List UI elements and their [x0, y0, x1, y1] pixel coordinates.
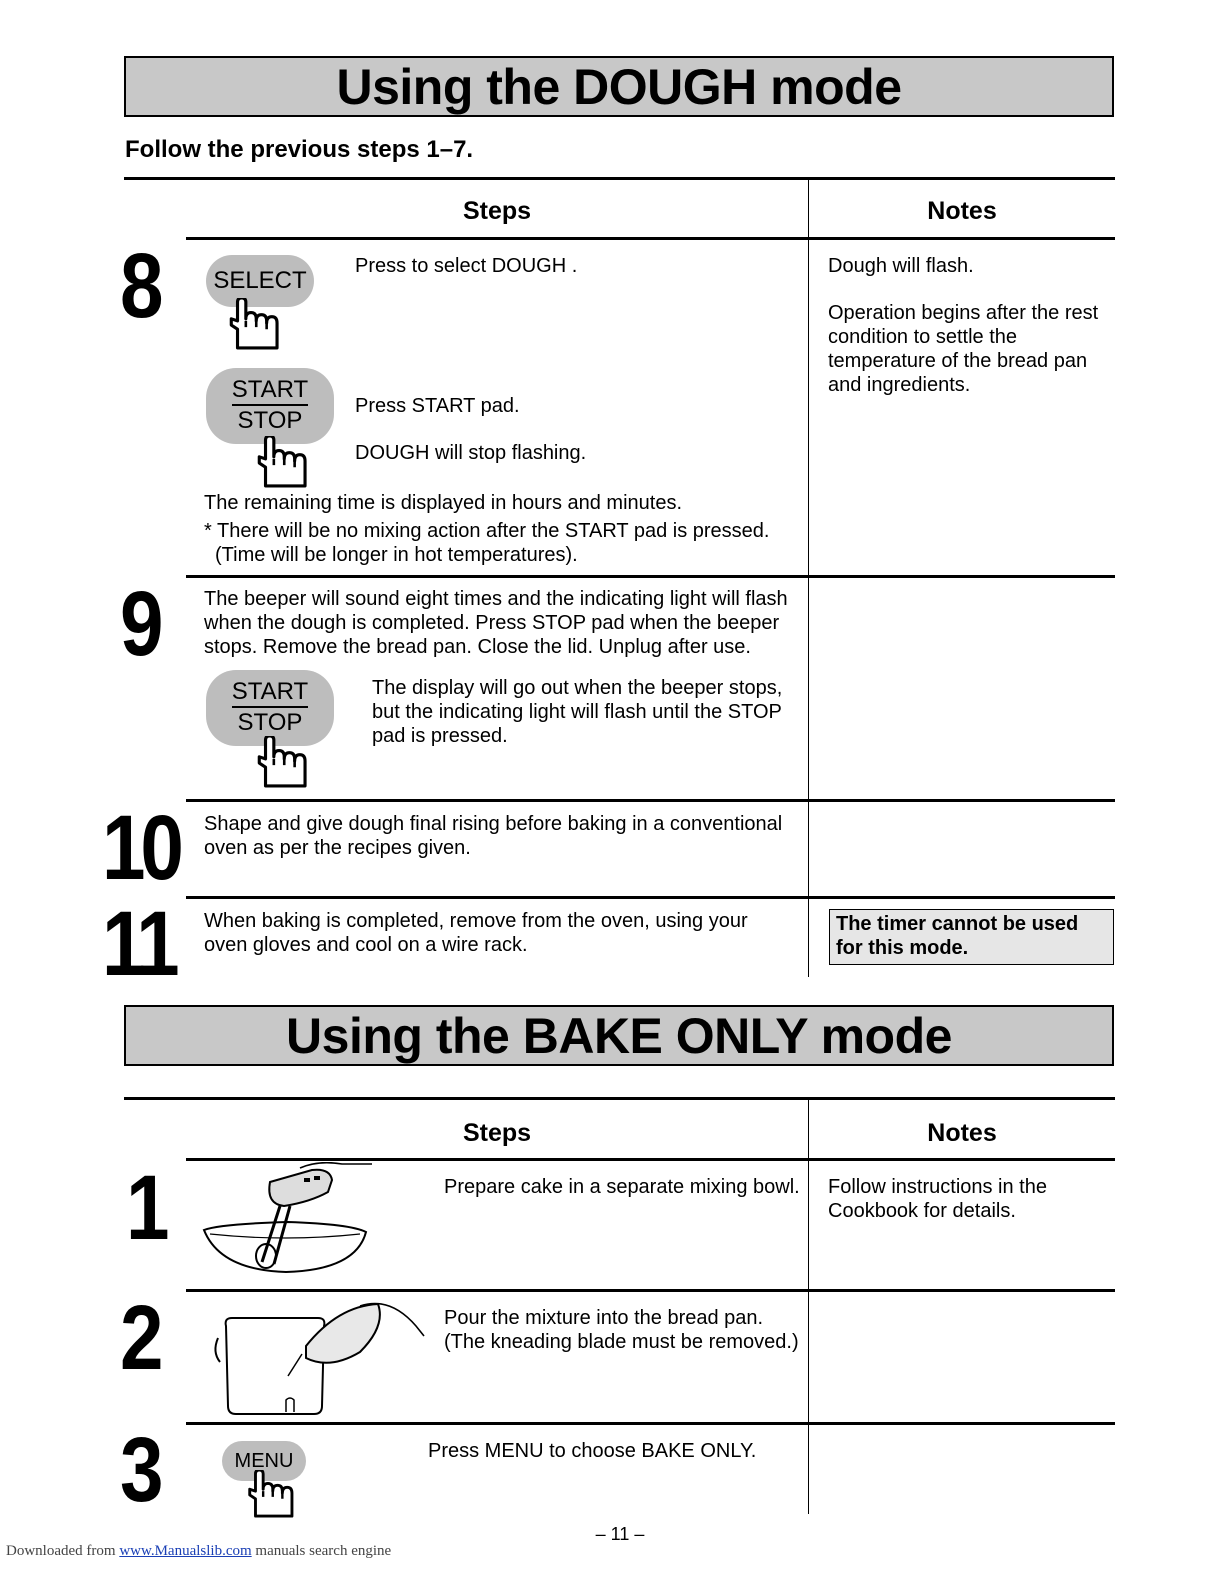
footer-suffix: manuals search engine	[255, 1543, 392, 1559]
column-divider	[808, 1100, 809, 1514]
step-number-10: 10	[102, 797, 179, 899]
shape-dough-instruction: Shape and give dough final rising before baking in a conventional oven as per the recipes given.	[204, 813, 783, 859]
beeper-instruction: The beeper will sound eight times and the indicating light will flash when the dough is completed. Press STOP pad when the beeper stops. Remove the bread pan. Close the lid. Unplug after use.	[204, 588, 788, 658]
select-instruction: Press to select DOUGH .	[355, 255, 578, 277]
display-goes-out-note: The display will go out when the beeper stops, but the indicating light will flash until the STOP pad is pressed.	[372, 677, 783, 747]
step-number-8: 8	[120, 235, 159, 337]
step-number-9: 9	[120, 573, 159, 675]
hand-mixer-bowl-illustration	[200, 1162, 380, 1277]
pressing-finger-icon	[236, 1470, 298, 1518]
select-pad: SELECT	[206, 255, 314, 307]
header-rule	[186, 1158, 1115, 1161]
steps-column-header: Steps	[462, 197, 532, 225]
prepare-cake-instruction: Prepare cake in a separate mixing bowl.	[444, 1176, 800, 1198]
pressing-finger-icon	[218, 298, 282, 350]
remaining-time-text: The remaining time is displayed in hours and minutes.	[204, 492, 683, 514]
notes-column-header: Notes	[927, 197, 997, 225]
start-label: START	[232, 376, 308, 406]
menu-pad: MENU	[222, 1441, 306, 1481]
timer-warning-note: The timer cannot be used for this mode.	[829, 909, 1114, 965]
steps-column-header: Steps	[462, 1119, 532, 1147]
baking-completed-instruction: When baking is completed, remove from the oven, using your oven gloves and cool on a wire rack.	[204, 910, 748, 956]
pressing-finger-icon	[246, 736, 310, 788]
stop-label: STOP	[237, 709, 303, 736]
bread-pan-pouring-illustration	[210, 1296, 430, 1420]
table-top-rule	[124, 1097, 1115, 1100]
start-stop-pad	[206, 368, 334, 444]
manualslib-link[interactable]: www.Manualslib.com	[119, 1543, 252, 1559]
stop-flashing-note: DOUGH will stop flashing.	[355, 442, 587, 464]
row-rule	[186, 799, 1115, 802]
step-number-11: 11	[102, 893, 175, 995]
dough-subtitle: Follow the previous steps 1–7.	[125, 136, 474, 163]
row-rule	[186, 1422, 1115, 1425]
dough-flash-note: Dough will flash.	[828, 255, 974, 277]
row-rule	[186, 575, 1115, 578]
pressing-finger-icon	[246, 436, 310, 488]
operation-note: Operation begins after the rest condition to settle the temperature of the bread pan and ingredients.	[828, 302, 1099, 396]
download-footer	[6, 1543, 391, 1560]
notes-column-header: Notes	[927, 1119, 997, 1147]
cookbook-note: Follow instructions in the Cookbook for details.	[828, 1176, 1047, 1222]
start-instruction: Press START pad.	[355, 395, 520, 417]
header-rule	[186, 237, 1115, 240]
table-top-rule	[124, 177, 1115, 180]
pour-mixture-instruction: Pour the mixture into the bread pan. (The kneading blade must be removed.)	[444, 1307, 799, 1353]
hot-temp-note: (Time will be longer in hot temperatures).	[215, 544, 578, 566]
row-rule	[186, 896, 1115, 899]
page-number: – 11 –	[595, 1524, 645, 1544]
start-label: START	[232, 678, 308, 708]
column-divider	[808, 180, 809, 977]
start-stop-pad	[206, 670, 334, 746]
bake-only-mode-title: Using the BAKE ONLY mode	[124, 1005, 1114, 1066]
footer-prefix: Downloaded from	[6, 1543, 116, 1559]
no-mixing-note: * There will be no mixing action after the START pad is pressed.	[204, 520, 770, 542]
step-number-2: 2	[120, 1287, 159, 1389]
stop-label: STOP	[237, 407, 303, 434]
dough-mode-title: Using the DOUGH mode	[124, 56, 1114, 117]
step-number-1: 1	[126, 1157, 165, 1259]
row-rule	[186, 1289, 1115, 1292]
step-number-3: 3	[120, 1419, 159, 1521]
menu-instruction: Press MENU to choose BAKE ONLY.	[428, 1440, 757, 1462]
